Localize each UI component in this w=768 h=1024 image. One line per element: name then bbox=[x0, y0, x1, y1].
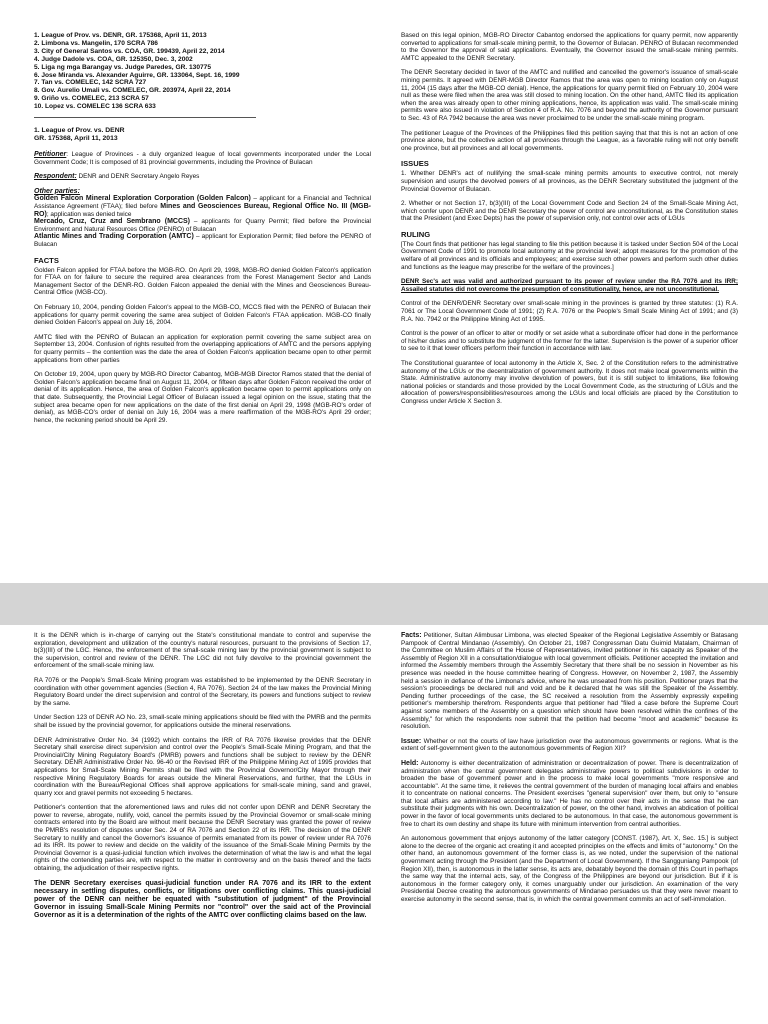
body-paragraph-bold: The DENR Secretary exercises quasi-judicial function under RA 7076 and its IRR to the extent necessary in settling disputes, conflicts, or litigations over conflicting claims. This quasi-judicial power of the DENR can neither be equated with "substitution of judgment" of the Provincial Governor in issuing Small-Scale Mining Permits nor "control" over the said act of the Provincial Governor as it is a determination of the rights of the AMTC over conflicting claims based on the law. bbox=[34, 879, 371, 920]
issue-paragraph bbox=[401, 738, 738, 753]
case-list-item: 9. Griño vs. COMELEC, 213 SCRA 57 bbox=[34, 95, 149, 103]
body-paragraph: It is the DENR which is in-charge of carrying out the State's constitutional mandate to control and supervise the exploration, development and utilization of the country's natural resources, pursuant to the provisions of Section 17, b(3)(III) of the LGC. Hence, the enforcement of the small-scale mining law by the provincial government is subject to the supervision, control and review of the DENR. The LGC did not fully devolve to the provincial government the enforcement of the small-scale mining law. bbox=[34, 632, 371, 670]
column-top-left bbox=[34, 32, 371, 577]
petitioner-text: : League of Provinces - a duly organized league of local governments incorporated under the Local Government Code; It is composed of 81 provincial governments, including the Province of Bulacan bbox=[34, 151, 371, 166]
party-name: Mines and Geosciences Bureau, Regional Office No. III (MGB-RO) bbox=[34, 203, 371, 218]
facts-paragraph bbox=[401, 632, 738, 731]
issue-paragraph: 1. Whether DENR's act of nullifying the small-scale mining permits amounts to executive control, not merely supervision and usurps the devolved powers of all provinces, as the DENR Secretary substituted the judgment of the Provincial Governor of Bulacan. bbox=[401, 170, 738, 193]
case-list-item: 8. Gov. Aurelio Umali vs. COMELEC, GR. 203974, April 22, 2014 bbox=[34, 87, 231, 95]
ruling-holding: DENR Sec's act was valid and authorized pursuant to its power of review under the RA 7076 and its IRR; Assailed statutes did not overcome the presumption of constitutionality, hence, are not unconstitutional. bbox=[401, 278, 738, 293]
case-title-line: 1. League of Prov. vs. DENR bbox=[34, 127, 125, 135]
body-paragraph: Under Section 123 of DENR AO No. 23, small-scale mining applications should be filed with the PMRB and the permits shall be issued by the provincial governor, for applications outside the mineral reservations. bbox=[34, 714, 371, 729]
issue-text: Whether or not the courts of law have jurisdiction over the autonomous governments or regions. What is the extent of self-government given to the autonomous governments of Region XII? bbox=[401, 737, 738, 753]
respondent-paragraph bbox=[34, 173, 371, 181]
facts-label: Facts: bbox=[401, 632, 422, 639]
body-paragraph: Based on this legal opinion, MGB-RO Director Cabantog endorsed the applications for quarry permit, now apparently converted to applications for small-scale mining permit, to the Governor of Bulacan. PENRO of Bulacan recommended to the Governor the approval of said applications. Eventually, the Governor issued the small-scale mining permits. AMTC appealed to the DENR Secretary. bbox=[401, 32, 738, 62]
petitioner-paragraph bbox=[34, 151, 371, 166]
petitioner-label: Petitioner bbox=[34, 151, 67, 159]
facts-paragraph: On October 19, 2004, upon query by MGB-RO Director Cabantog, MGB-MGB Director Ramos stated that the denial of Golden Falcon's application became final on August 11, 2004, or fifteen days after Golden Falcon received the order of denial of its application. Hence, the area of Golden Falcon's application became open to permit applications only on that date. Subsequently, the Provincial Legal Officer of Bulacan issued a legal opinion on the issue, stating that the subject area became open for new applications on the date of the first denial on April 29, 1998 (MGB-RO's order of denial), as MGB-CO's order of denial on July 16, 2004 was a mere reaffirmation of the MGB-RO's April 29 order; hence, the reckoning period should be April 29. bbox=[34, 371, 371, 424]
case-list-item: 3. City of General Santos vs. COA, GR. 199439, April 22, 2014 bbox=[34, 47, 225, 55]
section-heading: ISSUES bbox=[401, 159, 429, 169]
ruling-paragraph: The Constitutional guarantee of local autonomy in the Article X, Sec. 2 of the Constitution refers to the administrative autonomy of the LGUs or the decentralization of government authority. It does not make local governments within the State. Administrative autonomy may involve devolution of powers, but it is still subject to limitations, like following national policies or standards and those provided by the Local Government Code, as the structuring of LGUs and the allocation of powers/responsibilities/resources among the LGUs and local officials are placed by the Constitution to Congress under Article X Section 3. bbox=[401, 360, 738, 405]
ruling-paragraph: Control of the DENR/DENR Secretary over small-scale mining in the provinces is granted by three statutes: (1) R.A. 7061 or The Local Government Code of 1991; (2) R.A. 7076 or the People's Small Scale Mining Act of 1991; and (3) R.A. No. 7942 or the Philippine Mining Act of 1995. bbox=[401, 300, 738, 323]
party-name: Atlantic Mines and Trading Corporation (AMTC) bbox=[34, 233, 194, 241]
body-paragraph: RA 7076 or the People's Small-Scale Mining program was established to be implemented by the DENR Secretary in coordination with other government agencies (Section 4, RA 7076). Section 24 of the law makes the Provincial Mining Regulatory Board under the direct supervision and control of the Secretary, its powers and functions subject to review by the same. bbox=[34, 676, 371, 707]
section-heading: RULING bbox=[401, 229, 431, 239]
case-list-item: 6. Jose Miranda vs. Alexander Aguirre, GR. 133064, Sept. 16, 1999 bbox=[34, 71, 240, 79]
held-text: Autonomy is either decentralization of administration or decentralization of power. There is decentralization of administration when the central government delegates administrative powers to political subdivisions in order to broaden the base of government power and in the process to make local governments "more responsive and accountable". At the same time, it relieves the central government of the burden of managing local affairs and enables it to concentrate on national concerns. The President exercises "general supervision" over them, but only to "ensure that local affairs are administered according to law." He has no control over their acts in the sense that he can substitute their judgments with his own. Decentralization of power, on the other hand, involves an abdication of political power in the favor of local governments units declared to be autonomous. In that case, the autonomous government is free to chart its own destiny and shape its future with minimum intervention from central authorities. bbox=[401, 759, 738, 828]
other-parties-label: Other parties: bbox=[34, 187, 80, 195]
facts-paragraph: AMTC filed with the PENRO of Bulacan an application for exploration permit covering the same subject area on September 13, 2004. Confusion of rights resulted from the overlapping applications of AMTC and the persons applying for quarry permits – the contention was the date the area of Golden Falcon's application became open to other permit applications from other parties bbox=[34, 333, 371, 364]
body-paragraph: An autonomous government that enjoys autonomy of the latter category [CONST. (1987), Art. X, Sec. 15.] is subject alone to the decree of the organic act creating it and accepted principles on the effects and limits of "autonomy." On the other hand, an autonomous government of the former class is, as we noted, under the supervision of the national government acting through the President (and the Department of Local Government). If the Sangguniang Pampook (of Region XII), then, is autonomous in the latter sense, its acts are, debatably beyond the domain of this Court in perhaps the same way that the internal acts, say, of the Congress of the Philippines are beyond our jurisdiction. But if it is autonomous in the former category only, it comes unarguably under our jurisdiction. An examination of the very Presidential Decree creating the autonomous governments of Mindanao persuades us that they were never meant to exercise autonomy in the second sense, that is, in which the central government commits an act of self-immolation. bbox=[401, 835, 738, 903]
party-text: – applicant for a Financial and Technical Assistance Agreement (FTAA); filed before bbox=[34, 195, 371, 211]
body-paragraph: DENR Administrative Order No. 34 (1992) which contains the IRR of RA 7076 likewise provides that the DENR Secretary shall exercise direct supervision and control over the People's Small-Scale Mining Program, and that the Provincial/City Mining Regulatory Board's (PMRB) powers and functions shall be subject to review by the DENR Secretary. DENR Administrative Order No. 96-40 or the Revised IRR of the Philippine Mining Act of 1995 provides that applications for Small-Scale Mining Permits shall be filed with the Provincial Governor/City Mayor through their respective Mining Regulatory Boards for areas outside the Mineral Reservations, and further, that the LGUs in coordination with the Bureau/Regional Offices shall approve applications for small-scale mining, sand and gravel, quarry xxx and gravel permits not exceeding 5 hectares. bbox=[34, 736, 371, 797]
case-list bbox=[34, 32, 371, 111]
facts-paragraph: Golden Falcon applied for FTAA before the MGB-RO. On April 29, 1998, MGB-RO denied Golden Falcon's application for FTAA on for failure to secure the required area clearances from the Forest Management Sector and Lands Management Sector of the DENR-RO. Golden Falcon appealed the denial with the Mines and Geosciences Bureau-Central Office (MGB-CO). bbox=[34, 266, 371, 297]
page-separator bbox=[0, 583, 768, 625]
issue-paragraph: 2. Whether or not Section 17, b(3)(III) of the Local Government Code and Section 24 of the Small-Scale Mining Act, which confer upon DENR and the DENR Secretary the power of control are unconstitutional, as the Constitution states that the President (and Exec Depts) has the power of supervision only, not control over acts of LGUs bbox=[401, 200, 738, 223]
case-title-line: GR. 175368, April 11, 2013 bbox=[34, 135, 118, 143]
body-paragraph: The DENR Secretary decided in favor of the AMTC and nullified and cancelled the governor's issuance of small-scale mining permits. It agreed with DENR-MGB Director Ramos that the area was open to mining location only on August 11, 2004 (15 days after the MGB-CO denial). Hence, the applications for quarry permit filed on February 10, 2004 were null as these were filed when the area was still closed to mining location. On the other hand, AMTC filed its application when the area was already open to other mining applications, hence, its application was valid. The small-scale mining permits were also issued in violation of Section 4 of R.A. No. 7076 and beyond the authority of the Governor pursuant to Sec. 43 of RA 7942 because the area was never proclaimed to be under the small-scale mining program. bbox=[401, 69, 738, 122]
case-list-item: 5. Liga ng mga Barangay vs. Judge Paredes, GR. 130775 bbox=[34, 63, 212, 71]
party-name: Golden Falcon Mineral Exploration Corporation (Golden Falcon) bbox=[34, 195, 251, 203]
column-bottom-left bbox=[34, 632, 371, 1024]
case-list-item: 10. Lopez vs. COMELEC 136 SCRA 633 bbox=[34, 103, 156, 111]
party-text: ; application was denied twice bbox=[46, 210, 132, 218]
facts-text: Petitioner, Sultan Alimbusar Limbona, was elected Speaker of the Regional Legislative Assembly or Batasang Pampook of Central Mindanao (Assembly). On October 21, 1987 Congressman Datu Guimid Matalam, Chairman of the Committee on Muslim Affairs of the House of Representatives, invited petitioner in his capacity as Speaker of the Assembly of Region XII in a consultation/dialogue with local government officials. Petitioner accepted the invitation and informed the Assembly members through the Assembly Secretary that there shall be no session in November as his presence was needed in the house committee hearing of Congress. However, on November 2, 1987, the Assembly held a session in defiance of the Limbona's advice, where he was unseated from his position. Petitioner prays that the session's proceedings be declared null and void and be it declared that he was still the Speaker of the Assembly. Pending further proceedings of the case, the SC received a resolution from the Assembly expressly expelling petitioner's membership therefrom. Respondents argue that petitioner had "filed a case before the Supreme Court against some members of the Assembly on a question which should have been resolved within the confines of the Assembly," for which the respondents now submit that the petition had become "moot and academic" because its resolution. bbox=[401, 632, 738, 731]
divider-line bbox=[34, 117, 256, 118]
case-title bbox=[34, 127, 371, 143]
case-list-item: 2. Limbona vs. Mangelin, 170 SCRA 786 bbox=[34, 39, 158, 47]
ruling-paragraph: [The Court finds that petitioner has legal standing to file this petition because it is tasked under Section 504 of the Local Government Code of 1991 to promote local autonomy at the provincial level; adopt measures for the promotion of the welfare of all provinces and its officials and employees; and exercise such other powers and perform such other duties and functions as the league may prescribe for the welfare of the provinces.] bbox=[401, 240, 738, 271]
respondent-label: Respondent: bbox=[34, 173, 77, 181]
party-name: Mercado, Cruz, Cruz and Sembrano (MCCS) bbox=[34, 218, 191, 226]
party-text: – applicant for Exploration Permit; filed before the PENRO of Bulacan bbox=[34, 233, 371, 248]
other-parties-paragraph bbox=[34, 188, 371, 249]
body-paragraph: The petitioner League of the Provinces of the Philippines filed this petition saying that that this is not an action of one province alone, but the collective action of all provinces through the League, as a favorable ruling will not only benefit one province, but all provinces and all local governments. bbox=[401, 129, 738, 152]
respondent-text: DENR and DENR Secretary Angelo Reyes bbox=[76, 173, 200, 181]
held-label: Held: bbox=[401, 759, 419, 767]
party-text: – applicants for Quarry Permit; filed before the Provincial Environment and Natural Resources Office (PENRO) of Bulacan bbox=[34, 218, 371, 233]
body-paragraph: Petitioner's contention that the aforementioned laws and rules did not confer upon DENR and DENR Secretary the power to reverse, abrogate, nullify, void, cancel the permits issued by the Provincial Governor or small-scale mining contracts entered into by the Board are without merit because the DENR Secretary was granted the power of review the PMRB's resolution of disputes under Sec. 24 of RA 7076 and Section 22 of its IRR. The decision of the DENR Secretary to nullify and cancel the Governor's issuance of permits emanated from its power of review under RA 7076 ad its IRR. Its power to review and decide on the validity of the issuance of the Small-Scale Mining Permits by the Provincial Governor is a quasi-judicial function which involves the determination of what the law is and what the legal rights of the contending parties are, with respect to the matter in controversy and on the basis thereof and the facts obtaining, the adjudication of their respective rights. bbox=[34, 804, 371, 873]
column-top-right bbox=[401, 32, 738, 577]
issue-label: Issue: bbox=[401, 737, 422, 745]
case-list-item: 4. Judge Dadole vs. COA, GR. 125350, Dec. 3, 2002 bbox=[34, 55, 193, 63]
column-bottom-right bbox=[401, 632, 738, 1024]
held-paragraph bbox=[401, 760, 738, 828]
section-heading: FACTS bbox=[34, 255, 59, 265]
case-list-item: 7. Tan vs. COMELEC, 142 SCRA 727 bbox=[34, 79, 147, 87]
ruling-paragraph: Control is the power of an officer to alter or modify or set aside what a subordinate officer had done in the performance of his/her duties and to substitute the judgment of the former for the latter. Supervision is the power of a superior officer to see to it that lower officers perform their function in accordance with law. bbox=[401, 330, 738, 353]
case-list-item: 1. League of Prov. vs. DENR, GR. 175368, April 11, 2013 bbox=[34, 32, 207, 39]
facts-paragraph: On February 10, 2004, pending Golden Falcon's appeal to the MGB-CO, MCCS filed with the PENRO of Bulacan their applications for quarry permit covering the same area subject of Golden Falcon's FTAA application. MGB-CO finally denied Golden Falcon's appeal on July 16, 2004. bbox=[34, 303, 371, 327]
